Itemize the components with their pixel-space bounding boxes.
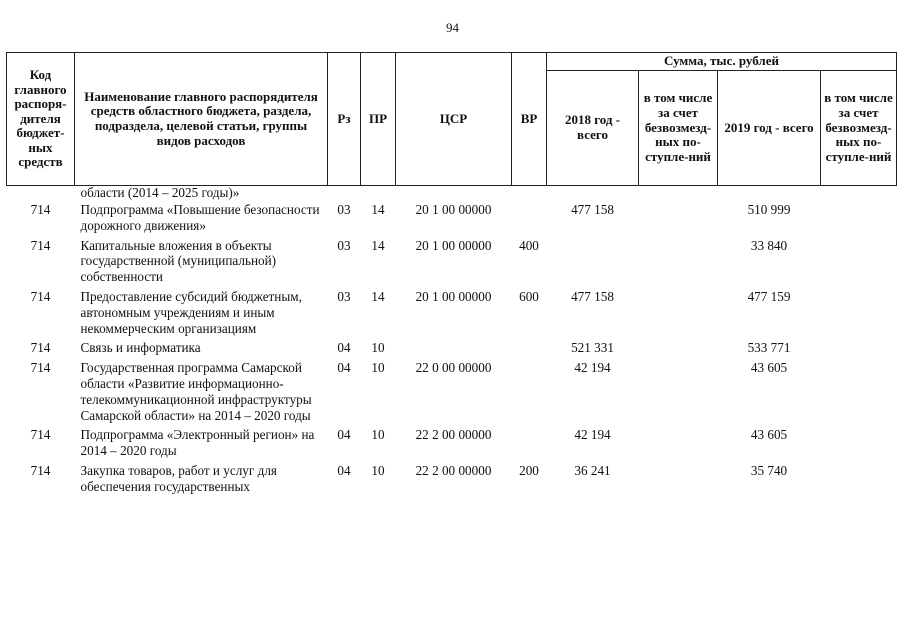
cell-code: 714 bbox=[30, 288, 51, 304]
table-row bbox=[7, 360, 897, 427]
cell-vr bbox=[512, 427, 547, 463]
cell-2018-total: 477 158 bbox=[571, 288, 614, 304]
cell-2019-gratis bbox=[821, 463, 897, 499]
cell-2018-total: 42 194 bbox=[574, 427, 611, 443]
cell-code: 714 bbox=[30, 427, 51, 443]
cell-rz: 03 bbox=[337, 237, 351, 253]
cell-2019-total: 510 999 bbox=[747, 202, 791, 217]
cell-name: Связь и информатика bbox=[80, 340, 201, 356]
cell-pr: 14 bbox=[371, 288, 385, 304]
cell-code: 714 bbox=[30, 462, 51, 478]
cell-code: 714 bbox=[30, 237, 51, 253]
cell-code: 714 bbox=[30, 202, 51, 217]
page-number: 94 bbox=[446, 20, 459, 35]
cell-2018-gratis bbox=[639, 360, 718, 427]
cell-2019-gratis bbox=[821, 289, 897, 340]
cell-csr: 22 2 00 00000 bbox=[415, 462, 492, 478]
table-row bbox=[7, 289, 897, 340]
cell-2019-gratis bbox=[821, 202, 897, 238]
header-sum-group: Сумма, тыс. рублей bbox=[547, 53, 897, 71]
continuation-row bbox=[7, 186, 897, 203]
cell-vr bbox=[512, 202, 547, 238]
cell-csr: 20 1 00 00000 bbox=[415, 202, 492, 217]
cell-name: Государственная программа Самарской области «Развитие информационно-телекоммуникационной инфраструктуры Самарской области» на 2014 – 2020 годы bbox=[80, 360, 312, 423]
cell-pr: 14 bbox=[371, 202, 385, 217]
table-row bbox=[7, 202, 897, 238]
cell-vr bbox=[512, 340, 547, 360]
header-2019-total: 2019 год - всего bbox=[718, 70, 821, 185]
cell-2019-gratis bbox=[821, 340, 897, 360]
cell-code: 714 bbox=[30, 340, 51, 356]
cell-2018-total bbox=[547, 238, 639, 289]
continuation-text: области (2014 – 2025 годы)» bbox=[80, 185, 240, 200]
cell-name: Предоставление субсидий бюджетным, автономным учреждениям и иным некоммерческим организациям bbox=[80, 288, 302, 336]
cell-2019-gratis bbox=[821, 238, 897, 289]
cell-csr: 20 1 00 00000 bbox=[415, 288, 492, 304]
cell-2018-total: 521 331 bbox=[571, 340, 614, 356]
cell-pr: 10 bbox=[371, 340, 385, 356]
table-row bbox=[7, 463, 897, 499]
header-code: Код главного распоря-дителя бюджет-ных средств bbox=[7, 53, 75, 186]
table-row bbox=[7, 238, 897, 289]
cell-pr: 14 bbox=[371, 237, 385, 253]
header-2018-gratis: в том числе за счет безвозмезд-ных по-ступле-ний bbox=[639, 70, 718, 185]
cell-name: Подпрограмма «Электронный регион» на 2014 – 2020 годы bbox=[80, 427, 315, 459]
cell-rz: 03 bbox=[337, 288, 351, 304]
cell-csr: 22 2 00 00000 bbox=[415, 427, 492, 443]
header-2019-gratis: в том числе за счет безвозмезд-ных по-ступле-ний bbox=[821, 70, 897, 185]
cell-2019-total: 533 771 bbox=[747, 340, 791, 356]
cell-2018-gratis bbox=[639, 289, 718, 340]
cell-csr bbox=[396, 340, 512, 360]
cell-2019-total: 43 605 bbox=[750, 360, 788, 376]
cell-vr: 400 bbox=[519, 237, 539, 253]
cell-2019-total: 33 840 bbox=[750, 237, 788, 253]
cell-csr: 20 1 00 00000 bbox=[415, 237, 492, 253]
header-pr: ПР bbox=[361, 53, 396, 186]
cell-2019-total: 477 159 bbox=[747, 288, 791, 304]
cell-name: Закупка товаров, работ и услуг для обеспечения государственных bbox=[80, 462, 277, 494]
cell-rz: 04 bbox=[337, 427, 351, 443]
cell-2018-total: 477 158 bbox=[571, 202, 614, 217]
cell-rz: 03 bbox=[337, 202, 351, 217]
cell-vr bbox=[512, 360, 547, 427]
table-row bbox=[7, 340, 897, 360]
cell-rz: 04 bbox=[337, 340, 351, 356]
cell-vr: 600 bbox=[519, 288, 539, 304]
header-rz: Рз bbox=[328, 53, 361, 186]
cell-rz: 04 bbox=[337, 462, 351, 478]
header-row bbox=[7, 53, 897, 71]
cell-2018-total: 36 241 bbox=[574, 462, 611, 478]
cell-rz: 04 bbox=[337, 360, 351, 376]
cell-2019-gratis bbox=[821, 360, 897, 427]
cell-2018-gratis bbox=[639, 427, 718, 463]
cell-csr: 22 0 00 00000 bbox=[415, 360, 492, 376]
cell-code: 714 bbox=[30, 360, 51, 376]
header-csr: ЦСР bbox=[396, 53, 512, 186]
cell-vr: 200 bbox=[519, 462, 539, 478]
cell-2018-gratis bbox=[639, 202, 718, 238]
header-2018-total: 2018 год - всего bbox=[547, 70, 639, 185]
cell-name: Капитальные вложения в объекты государственной (муниципальной) собственности bbox=[80, 237, 277, 285]
cell-2018-gratis bbox=[639, 238, 718, 289]
cell-2018-gratis bbox=[639, 463, 718, 499]
budget-table bbox=[6, 52, 897, 499]
cell-2018-gratis bbox=[639, 340, 718, 360]
cell-2019-total: 43 605 bbox=[750, 427, 788, 443]
cell-2018-total: 42 194 bbox=[574, 360, 611, 376]
cell-2019-gratis bbox=[821, 427, 897, 463]
cell-pr: 10 bbox=[371, 427, 385, 443]
header-vr: ВР bbox=[512, 53, 547, 186]
cell-pr: 10 bbox=[371, 462, 385, 478]
header-name: Наименование главного распорядителя средств областного бюджета, раздела, подраздела, целевой статьи, группы видов расходов bbox=[75, 53, 328, 186]
cell-name: Подпрограмма «Повышение безопасности дорожного движения» bbox=[80, 202, 320, 233]
cell-2019-total: 35 740 bbox=[750, 462, 788, 478]
table-row bbox=[7, 427, 897, 463]
cell-pr: 10 bbox=[371, 360, 385, 376]
